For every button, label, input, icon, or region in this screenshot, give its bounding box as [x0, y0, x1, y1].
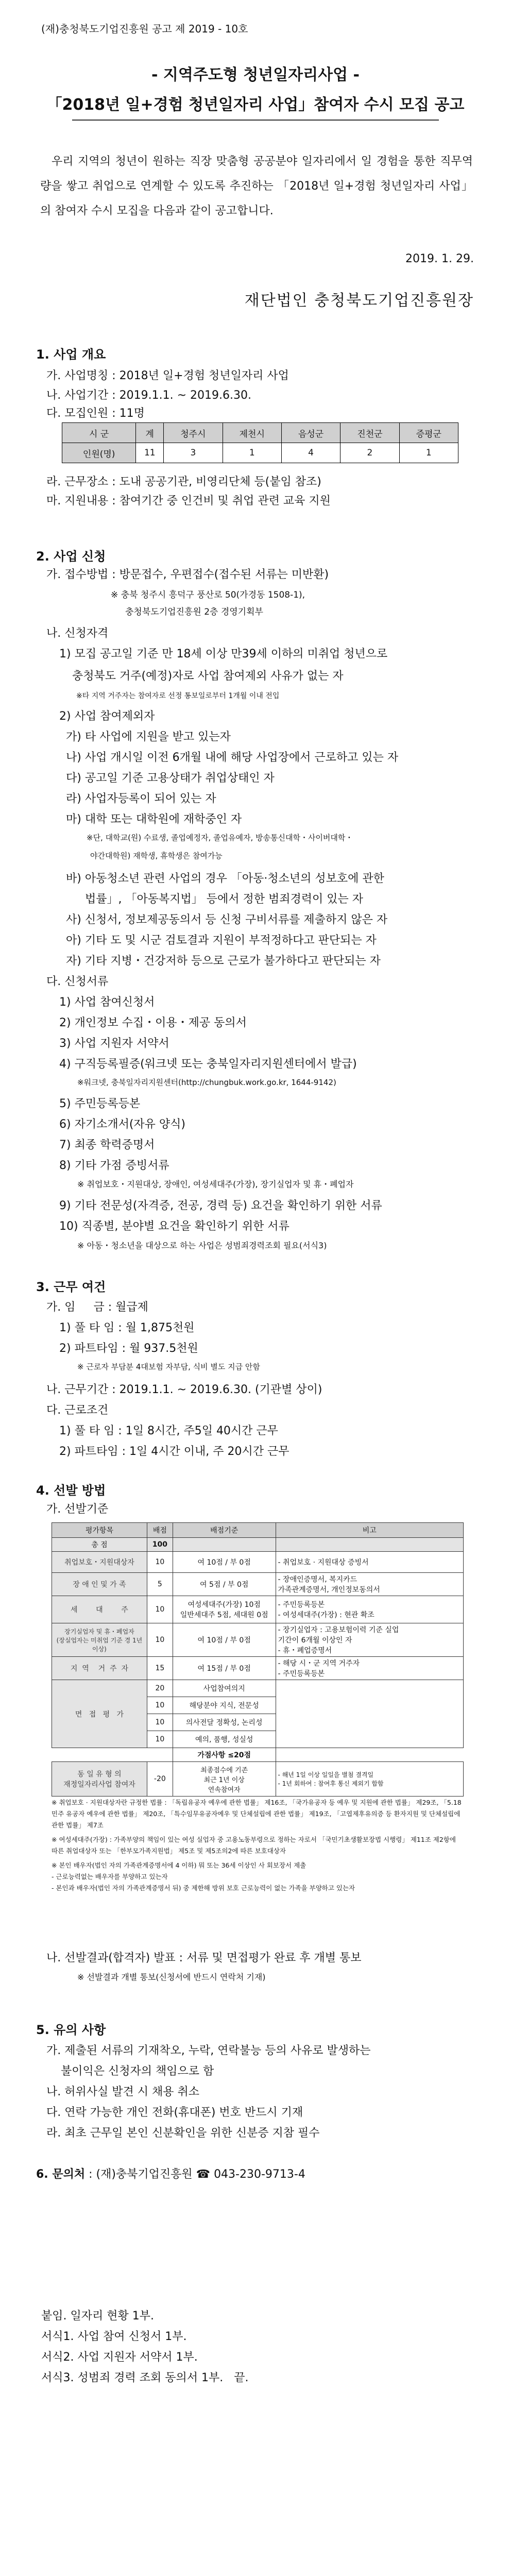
s2-doc-3: 3) 사업 지원자 서약서 — [59, 1037, 169, 1050]
section-1-title: 1. 사업 개요 — [36, 347, 106, 362]
s2-exclusion-5-note-1: ※단, 대학교(원) 수료생, 졸업예정자, 졸업유예자, 방송통신대학・사이버대학・ — [87, 833, 353, 842]
s2-a-note-1: ※ 충북 청주시 흥덕구 풍산로 50(가경동 1508-1), — [111, 590, 305, 600]
s3-item-b: 나. 근무기간 : 2019.1.1. ~ 2019.6.30. (기관별 상이) — [46, 1383, 322, 1396]
criteria-total-row — [52, 1538, 464, 1552]
tie-label: 동 일 유 형 의 재정일자리사업 참여자 — [52, 1762, 147, 1797]
s2-b1: 1) 모집 공고일 기준 만 18세 이상 만39세 이하의 미취업 청년으로 — [59, 648, 388, 660]
total-value: 100 — [147, 1538, 173, 1552]
table-row — [52, 1552, 464, 1573]
criteria-item: 세 대 주 — [52, 1596, 147, 1623]
criteria-basis: 여 10점 / 부 0점 — [173, 1623, 276, 1657]
intro-paragraph: 우리 지역의 청년이 원하는 직장 맞춤형 공공분야 일자리에서 일 경험을 통한 직무역량을 쌓고 취업으로 연계할 수 있도록 추진하는 「2018년 일+경험 청년일자리 사업」의 참여자 수시 모집을 다음과 같이 공고합니다. — [40, 155, 473, 217]
criteria-basis: 여 15점 / 부 0점 — [173, 1657, 276, 1680]
notice-date: 2019. 1. 29. — [405, 252, 474, 265]
s2-exclusion-4: 라) 사업자등록이 되어 있는 자 — [66, 792, 216, 805]
contact-line — [36, 2165, 305, 2181]
criteria-item: 취업보호・지원대상자 — [52, 1552, 147, 1573]
s2-exclusion-1: 가) 타 사업에 지원을 받고 있는자 — [66, 731, 231, 743]
bonus-label: 가점사항 ≤20점 — [173, 1748, 276, 1762]
th-total: 계 — [136, 423, 164, 443]
s2-doc-4: 4) 구직등록필증(워크넷 또는 충북일자리지원센터에서 발급) — [59, 1058, 357, 1071]
recruitment-table-header — [62, 423, 458, 443]
recruitment-table — [62, 422, 458, 463]
issuing-organization: 재단법인 충청북도기업진흥원장 — [244, 292, 474, 310]
s2-exclusion-8: 아) 기타 도 및 시군 검토결과 지원이 부적정하다고 판단되는 자 — [66, 934, 377, 947]
th-item: 평가항목 — [52, 1523, 147, 1538]
recruitment-table-row — [62, 443, 458, 463]
section-3-title: 3. 근무 여건 — [36, 1280, 106, 1294]
interview-score: 10 — [147, 1731, 173, 1748]
table-row — [52, 1657, 464, 1680]
criteria-basis: 여성세대주(가장) 10점 일반세대주 5점, 세대원 0점 — [173, 1596, 276, 1623]
interview-row — [52, 1680, 464, 1697]
table-row — [52, 1623, 464, 1657]
criteria-basis: 여 5점 / 부 0점 — [173, 1573, 276, 1596]
s3-wage-full: 1) 풀 타 임 : 월 1,875천원 — [59, 1321, 195, 1334]
s2-doc-8: 8) 기타 가점 증빙서류 — [59, 1159, 169, 1172]
s2-exclusion-5-note-2: 야간대학원) 재학생, 휴학생은 참여가능 — [90, 851, 223, 860]
s2-doc-9: 9) 기타 전문성(자격증, 전공, 경력 등) 요건을 확인하기 위한 서류 — [59, 1199, 382, 1212]
th-jecheon: 제천시 — [223, 423, 281, 443]
interview-basis: 의사전달 정확성, 논리성 — [173, 1714, 276, 1731]
s2-exclusion-6-cont: 법률」, 「아동복지법」 등에서 정한 범죄경력이 있는 자 — [85, 893, 363, 906]
tie-score: -20 — [147, 1762, 173, 1797]
section-4-title: 4. 선발 방법 — [36, 1483, 106, 1498]
th-note: 비고 — [276, 1523, 463, 1538]
s5-item-c: 다. 연락 가능한 개인 전화(휴대폰) 번호 반드시 기재 — [46, 2106, 303, 2119]
criteria-score: 10 — [147, 1623, 173, 1657]
notice-number: (재)충청북도기업진흥원 공고 제 2019 - 10호 — [41, 23, 248, 35]
cell-jeungpyeong: 1 — [399, 443, 458, 463]
s1-item-a: 가. 사업명칭 : 2018년 일+경험 청년일자리 사업 — [46, 369, 289, 382]
s2-doc-2: 2) 개인정보 수집・이용・제공 동의서 — [59, 1016, 247, 1029]
s2-a-note-2: 충청북도기업진흥원 2층 경영기획부 — [125, 607, 263, 617]
s2-exclusion-3: 다) 공고일 기준 고용상태가 취업상태인 자 — [66, 772, 275, 785]
title-line-2: 「2018년 일+경험 청년일자리 사업」참여자 수시 모집 공고 — [46, 96, 465, 114]
s2-exclusion-2: 나) 사업 개시일 이전 6개월 내에 해당 사업장에서 근로하고 있는 자 — [66, 751, 399, 764]
s2-item-b: 나. 신청자격 — [46, 627, 109, 640]
s1-item-c: 다. 모집인원 : 11명 — [46, 407, 145, 420]
criteria-item: 장기실업자 및 휴・폐업자 (장실업자는 미취업 기준 경 1년이상) — [52, 1623, 147, 1657]
s5-item-d: 라. 최초 근무일 본인 신분확인을 위한 신분증 지참 필수 — [46, 2127, 320, 2140]
s2-b1-cont: 충청북도 거주(예정)자로 사업 참여제외 사유가 없는 자 — [72, 670, 344, 683]
th-jincheon: 진천군 — [340, 423, 399, 443]
cell-jecheon: 1 — [223, 443, 281, 463]
s2-doc-10-note: ※ 아동・청소년을 대상으로 하는 사업은 성범죄경력조회 필요(서식3) — [77, 1241, 327, 1250]
criteria-basis: 여 10점 / 부 0점 — [173, 1552, 276, 1573]
criteria-note: - 주민등록등본 - 여성세대주(가장) : 현관 확조 — [276, 1596, 463, 1623]
s5-item-b: 나. 허위사실 발견 시 채용 취소 — [46, 2086, 199, 2098]
tie-row — [52, 1762, 464, 1797]
ref-note: ※ 본인 배우자(법인 자의 가족관계증명서에 4 이하) 뭐 또는 36세 이상인 사 회보장서 제출 — [52, 1861, 306, 1869]
s4-b-note: ※ 선발결과 개별 통보(신청서에 반드시 연락처 기재) — [77, 1972, 266, 1982]
annex-2: 서식1. 사업 참여 신청서 1부. — [41, 2330, 187, 2343]
criteria-item: 장 애 인 및 가 족 — [52, 1573, 147, 1596]
tie-note: - 해년 1일 이상 일일을 별첨 결격일 - 1년 회하여 : 참여후 통신 제외기 합함 — [276, 1762, 463, 1797]
th-jeungpyeong: 증평군 — [399, 423, 458, 443]
cell-total: 11 — [136, 443, 164, 463]
s2-doc-7: 7) 최종 학력증명서 — [59, 1139, 155, 1151]
th-score: 배점 — [147, 1523, 173, 1538]
contact-value: : (재)충북기업진흥원 ☎ 043-230-9713-4 — [85, 2168, 305, 2181]
cell-eumseong: 4 — [281, 443, 340, 463]
section-2-title: 2. 사업 신청 — [36, 549, 106, 564]
s3-work-part: 2) 파트타임 : 1일 4시간 이내, 주 20시간 근무 — [59, 1445, 289, 1458]
s3-item-a: 가. 임 금 : 월급제 — [46, 1301, 148, 1314]
s5-item-a: 가. 제출된 서류의 기재착오, 누락, 연락불능 등의 사유로 발생하는 — [46, 2044, 371, 2057]
interview-label: 면 접 평 가 — [52, 1680, 147, 1748]
s2-exclusion-6: 바) 아동청소년 관련 사업의 경우 「아동·청소년의 성보호에 관한 — [66, 872, 384, 885]
ref-note: ※ 취업보호 · 지원대상자란 규정한 법률 : 「독립유공자 예우에 관한 법률」 제16조, 「국가유공자 등 예우 및 지원에 관한 법률」 제29조, 「5.18 민주 유공자 예우에 관한 법률」 제20조, 「특수임무유공자예우 및 단체설립에 관한 법률」 제19조, 「고엽제후유의증 등 환자지원 및 단체설립에 관한 법률」 제7조 — [52, 1799, 462, 1829]
s5-item-a-cont: 불이익은 신청자의 책임으로 함 — [61, 2065, 214, 2078]
interview-score: 20 — [147, 1680, 173, 1697]
s2-b2: 2) 사업 참여제외자 — [59, 710, 155, 723]
tie-criteria: 최종점수에 기존 최근 1년 이상 연속참여자 — [173, 1762, 276, 1797]
th-cheongju: 청주시 — [164, 423, 223, 443]
ref-note: - 본인과 배우자(법인 자의 가족관계증명서 뒤) 중 제한해 방위 보호 근로능력이 없는 가족을 부양하고 있는자 — [52, 1884, 355, 1892]
interview-score: 10 — [147, 1697, 173, 1714]
annex-1: 붙임. 일자리 현황 1부. — [41, 2310, 154, 2323]
annex-3: 서식2. 사업 지원자 서약서 1부. — [41, 2351, 198, 2364]
row-label: 인원(명) — [62, 443, 136, 463]
cell-jincheon: 2 — [340, 443, 399, 463]
criteria-item: 지 역 거 주 자 — [52, 1657, 147, 1680]
interview-score: 10 — [147, 1714, 173, 1731]
selection-criteria-table — [52, 1522, 464, 1797]
s3-wage-part: 2) 파트타임 : 월 937.5천원 — [59, 1342, 198, 1355]
s4-item-b: 나. 선발결과(합격자) 발표 : 서류 및 면접평가 완료 후 개별 통보 — [46, 1952, 362, 1964]
total-label: 총 점 — [52, 1538, 147, 1552]
criteria-note: - 해당 시・군 지역 거주자 - 주민등록등본 — [276, 1657, 463, 1680]
s2-b1-note: ※타 지역 거주자는 참여자로 선정 통보일로부터 1개월 이내 전입 — [76, 692, 280, 700]
table-row — [52, 1596, 464, 1623]
criteria-note: - 장애인증명서, 복지카드 가족관계증명서, 개인정보동의서 — [276, 1573, 463, 1596]
ref-note: - 근로능력없는 배우자를 부양하고 있는자 — [52, 1873, 168, 1880]
contact-label: 6. 문의처 — [36, 2168, 86, 2181]
table-row — [52, 1573, 464, 1596]
interview-basis: 예의, 품행, 성실성 — [173, 1731, 276, 1748]
s1-item-d: 라. 근무장소 : 도내 공공기관, 비영리단체 등(붙임 참조) — [46, 476, 321, 488]
interview-basis: 해당분야 지식, 전문성 — [173, 1697, 276, 1714]
s2-doc-10: 10) 직종별, 분야별 요건을 확인하기 위한 서류 — [59, 1220, 289, 1233]
s4-item-a: 가. 선발기준 — [46, 1503, 109, 1516]
s2-exclusion-9: 자) 기타 지병・건강저하 등으로 근로가 불가하다고 판단되는 자 — [66, 955, 381, 968]
criteria-score: 5 — [147, 1573, 173, 1596]
th-criteria: 배점기준 — [173, 1523, 276, 1538]
interview-basis: 사업참여의지 — [173, 1680, 276, 1697]
criteria-header-row — [52, 1523, 464, 1538]
reference-notes — [52, 1797, 464, 1894]
th-eumseong: 음성군 — [281, 423, 340, 443]
s3-item-c: 다. 근로조건 — [46, 1404, 109, 1417]
title-line-1: - 지역주도형 청년일자리사업 - — [151, 66, 360, 84]
s2-doc-4-note: ※워크넷, 충북일자리지원센터(http://chungbuk.work.go.kr, 1644-9142) — [77, 1078, 336, 1087]
s2-item-c: 다. 신청서류 — [46, 975, 109, 988]
s2-exclusion-5: 마) 대학 또는 대학원에 재학중인 자 — [66, 813, 242, 826]
criteria-score: 10 — [147, 1552, 173, 1573]
annex-4: 서식3. 성범죄 경력 조회 동의서 1부. 끝. — [41, 2371, 249, 2384]
s3-wage-note: ※ 근로자 부담분 4대보험 자부담, 식비 별도 지급 안함 — [77, 1362, 260, 1371]
s1-item-b: 나. 사업기간 : 2019.1.1. ~ 2019.6.30. — [46, 389, 251, 402]
criteria-note: - 장기실업자 : 고용보험이력 기준 실업 기간이 6개월 이상인 자 - 휴・폐업증명서 — [276, 1623, 463, 1657]
th-city: 시 군 — [62, 423, 136, 443]
criteria-note: - 취업보호 · 지원대상 증빙서 — [276, 1552, 463, 1573]
s2-doc-8-note: ※ 취업보호・지원대상, 장애인, 여성세대주(가장), 장기실업자 및 휴・폐업자 — [77, 1179, 354, 1189]
s2-doc-6: 6) 자기소개서(자유 양식) — [59, 1118, 186, 1131]
section-5-title: 5. 유의 사항 — [36, 2023, 106, 2037]
criteria-score: 10 — [147, 1596, 173, 1623]
s2-doc-5: 5) 주민등록등본 — [59, 1097, 141, 1110]
criteria-score: 15 — [147, 1657, 173, 1680]
bonus-row — [52, 1748, 464, 1762]
s2-item-a: 가. 접수방법 : 방문접수, 우편접수(접수된 서류는 미반환) — [46, 568, 329, 581]
s1-item-e: 마. 지원내용 : 참여기간 중 인건비 및 취업 관련 교육 지원 — [46, 495, 331, 507]
s3-work-full: 1) 풀 타 임 : 1일 8시간, 주5일 40시간 근무 — [59, 1425, 278, 1437]
s2-doc-1: 1) 사업 참여신청서 — [59, 996, 155, 1009]
cell-cheongju: 3 — [164, 443, 223, 463]
title-underline — [72, 120, 439, 121]
s2-exclusion-7: 사) 신청서, 정보제공동의서 등 신청 구비서류를 제출하지 않은 자 — [66, 913, 388, 926]
ref-note: ※ 여성세대주(가장) : 가족부양의 책임이 있는 여성 실업자 중 고용노동부령으로 정하는 자로서 「국민기초생활보장법 시행령」 제11조 제2항에 따른 취업대상자 또는 「한부모가족지원법」 제5조 및 제5조의2에 따른 보호대상자 — [52, 1836, 456, 1855]
